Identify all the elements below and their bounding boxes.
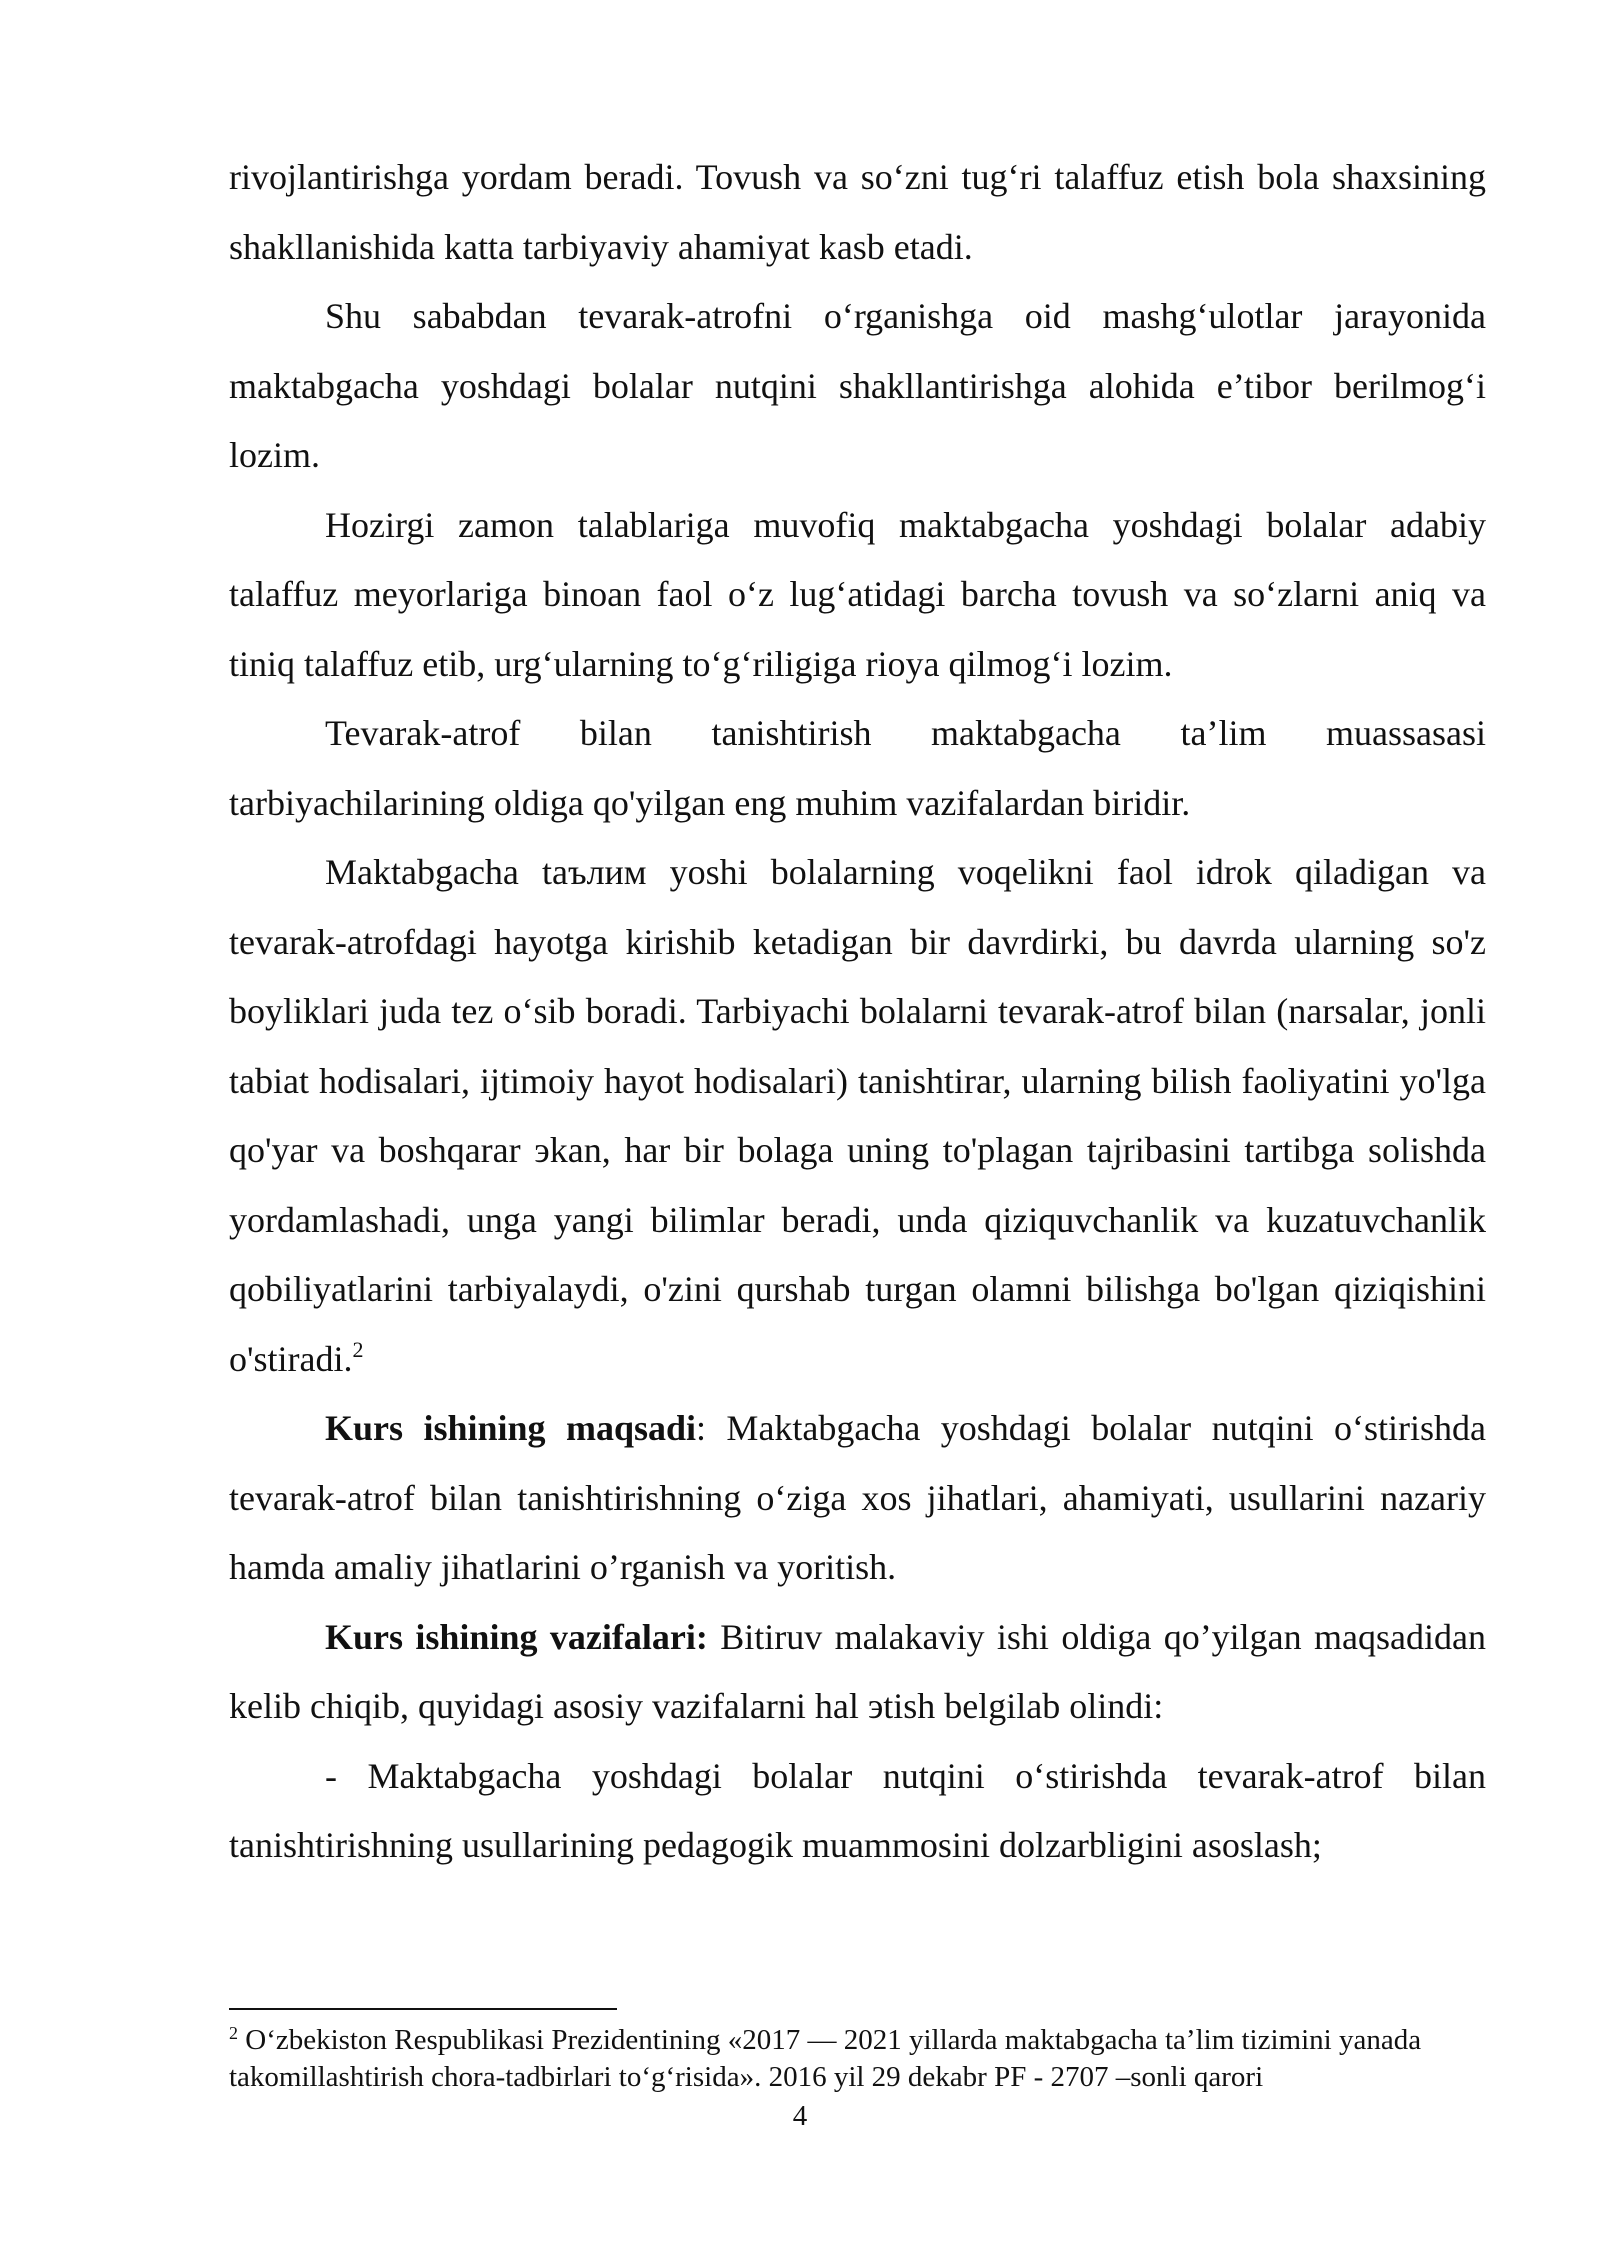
tasks-heading: Kurs ishining vazifalari: <box>325 1616 708 1657</box>
footnote-reference: 2 <box>352 1336 364 1362</box>
paragraph-5 <box>229 838 1486 1394</box>
body-text <box>229 143 1486 1881</box>
footnote <box>229 2022 1486 2096</box>
paragraph-2: Shu sababdan tevarak-atrofni o‘rganishga oid mashg‘ulotlar jarayonida maktabgacha yoshdagi bolalar nutqini shakllantirishga alohida e’tibor berilmog‘i lozim. <box>229 296 1486 475</box>
paragraph-1: rivojlantirishga yordam beradi. Tovush va so‘zni tug‘ri talaffuz etish bola shaxsining shakllanishida katta tarbiyaviy ahamiyat kasb etadi. <box>229 157 1486 267</box>
goal-heading: Kurs ishining maqsadi <box>325 1408 696 1448</box>
paragraph-5-text: Maktabgacha taълим yoshi bolalarning voqelikni faol idrok qiladigan va tevarak-atrofdagi hayotga kirishib ketadigan bir davrdirki, bu davrda ularning so'z boyliklari juda tez o‘sib boradi. Tarbiyachi bolalarni tevarak-atrof bilan (narsalar, jonli tabiat hodisalari, ijtimoiy hayot hodisalari) tanishtirar, ularning bilish faoliyatini yo'lga qo'yar va boshqarar эkan, har bir bolaga uning to'plagan tajribasini tartibga solishda yordamlashadi, unga yangi bilimlar beradi, unda qiziquvchanlik va kuzatuvchanlik qobiliyatlarini tarbiyalaydi, o'zini qurshab turgan olamni bilishga bo'lgan qiziqishini o'stiradi. <box>229 852 1486 1379</box>
footnote-separator <box>229 2008 617 2010</box>
footnote-number: 2 <box>229 2023 238 2043</box>
goal-text: : Maktabgacha yoshdagi bolalar nutqini o‘stirishda tevarak-atrof bilan tanishtirishning o‘ziga xos jihatlari, ahamiyati, usullarini nazariy hamda amaliy jihatlarini o’rganish va yoritish. <box>229 1408 1486 1587</box>
task-item-1: - Maktabgacha yoshdagi bolalar nutqini o‘stirishda tevarak-atrof bilan tanishtirishning usullarining pedagogik muammosini dolzarbligini asoslash; <box>229 1755 1486 1865</box>
footnote-text: O‘zbekiston Respublikasi Prezidentining «2017 — 2021 yillarda maktabgacha ta’lim tizimini yanada takomillashtirish chora-tadbirlari to‘g‘risida». 2016 yil 29 dekabr PF - 2707 –sonli qarori <box>229 2024 1422 2093</box>
paragraph-4: Tevarak-atrof bilan tanishtirish maktabgacha ta’lim muassasasi tarbiyachilarining oldiga qo'yilgan eng muhim vazifalardan biridir. <box>229 713 1486 823</box>
paragraph-3: Hozirgi zamon talablariga muvofiq maktabgacha yoshdagi bolalar adabiy talaffuz meyorlariga binoan faol o‘z lug‘atidagi barcha tovush va so‘zlarni aniq va tiniq talaffuz etib, urg‘ularning to‘g‘riligiga rioya qilmog‘i lozim. <box>229 504 1486 684</box>
paragraph-goal <box>229 1394 1486 1603</box>
tasks-text: Bitiruv malakaviy ishi oldiga qo’yilgan maqsadidan kelib chiqib, quyidagi asosiy vazifalarni hal эtish belgilab olindi: <box>229 1616 1486 1726</box>
page-number: 4 <box>792 2100 808 2132</box>
paragraph-tasks <box>229 1603 1486 1742</box>
